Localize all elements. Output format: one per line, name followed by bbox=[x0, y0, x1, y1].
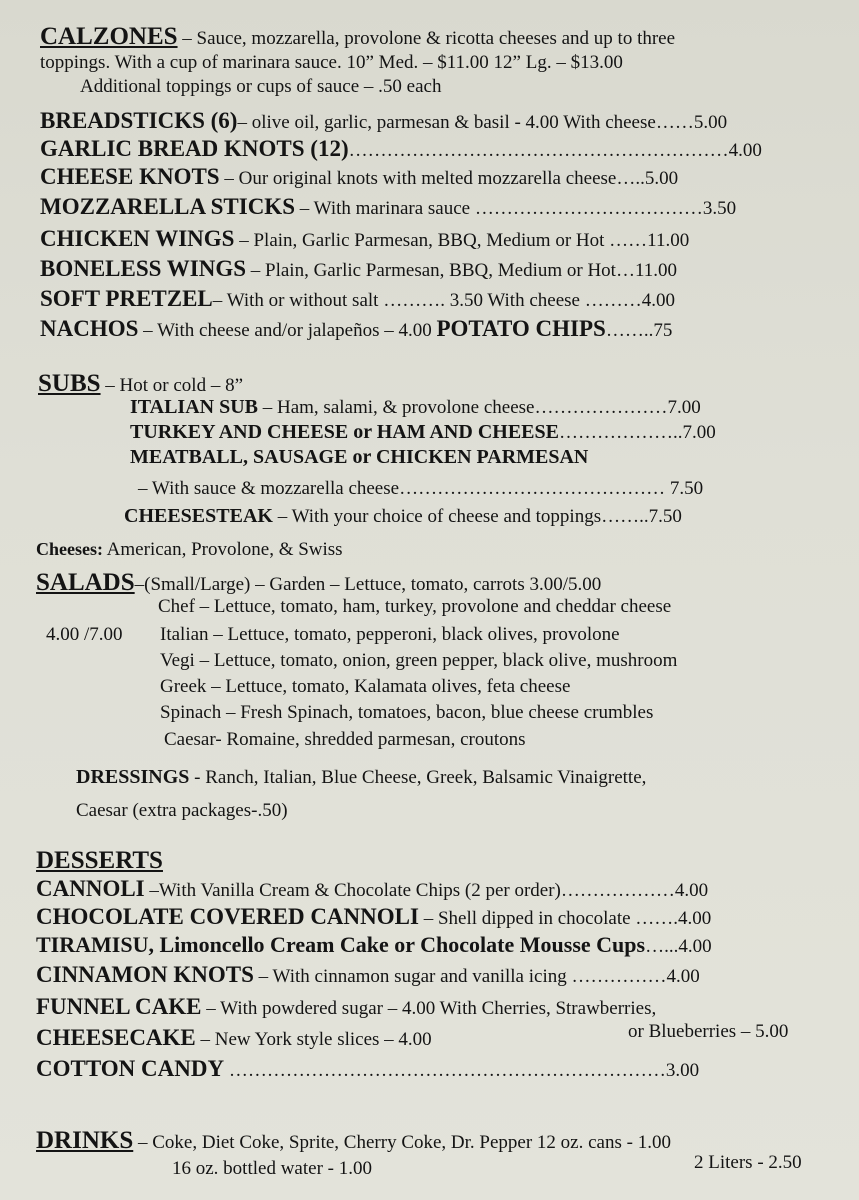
item-name: CHICKEN WINGS bbox=[40, 226, 235, 251]
calzones-line2: toppings. With a cup of marinara sauce. 10” Med. – $11.00 12” Lg. – $13.00 bbox=[40, 52, 623, 73]
drinks-water: 16 oz. bottled water - 1.00 bbox=[172, 1158, 372, 1179]
dessert-cannoli bbox=[36, 878, 708, 902]
item-desc: – Our original knots with melted mozzarella cheese…..5.00 bbox=[219, 168, 679, 189]
sub-meatball bbox=[130, 446, 588, 469]
item-name: CHEESECAKE bbox=[36, 1025, 196, 1050]
item-name: CANNOLI bbox=[36, 876, 145, 901]
item-name: FUNNEL CAKE bbox=[36, 994, 202, 1019]
salad-italian: Italian – Lettuce, tomato, pepperoni, black olives, provolone bbox=[160, 624, 620, 645]
dessert-cinnamon-knots bbox=[36, 964, 700, 988]
app-breadsticks bbox=[40, 110, 727, 134]
calzones-title: CALZONES bbox=[40, 23, 178, 50]
sub-meatball-desc bbox=[138, 478, 703, 500]
item-name: BONELESS WINGS bbox=[40, 256, 247, 281]
item-name: MOZZARELLA STICKS bbox=[40, 194, 295, 219]
desserts-line bbox=[36, 847, 163, 874]
item-desc: – With marinara sauce ………………………………3.50 bbox=[295, 198, 737, 219]
dressings-list: - Ranch, Italian, Blue Cheese, Greek, Balsamic Vinaigrette, bbox=[189, 767, 647, 788]
app-mozzarella-sticks bbox=[40, 196, 736, 220]
sub-cheesesteak bbox=[124, 505, 682, 528]
cheeses-list: American, Provolone, & Swiss bbox=[102, 539, 343, 560]
dessert-cotton-candy bbox=[36, 1058, 699, 1082]
salads-title: SALADS bbox=[36, 569, 135, 596]
app-garlic-knots bbox=[40, 138, 762, 162]
item-name: TIRAMISU, Limoncello Cream Cake or Chocolate Mousse Cups bbox=[36, 932, 646, 957]
potato-chips-price: ……..75 bbox=[605, 320, 673, 341]
salad-greek: Greek – Lettuce, tomato, Kalamata olives, feta cheese bbox=[160, 676, 571, 697]
item-desc: – Plain, Garlic Parmesan, BBQ, Medium or Hot ……11.00 bbox=[234, 230, 690, 251]
item-name: SOFT PRETZEL bbox=[40, 286, 213, 311]
desserts-title: DESSERTS bbox=[36, 847, 163, 874]
dessert-funnel-cake bbox=[36, 996, 656, 1020]
salad-caesar: Caesar- Romaine, shredded parmesan, croutons bbox=[164, 729, 526, 750]
subs-line bbox=[38, 370, 244, 397]
item-desc: – With cinnamon sugar and vanilla icing ……………4.00 bbox=[253, 966, 700, 987]
item-name: TURKEY AND CHEESE or HAM AND CHEESE bbox=[130, 421, 559, 443]
drinks-liters: 2 Liters - 2.50 bbox=[694, 1152, 802, 1173]
app-boneless-wings bbox=[40, 258, 677, 282]
app-nachos bbox=[40, 318, 672, 342]
app-cheese-knots bbox=[40, 166, 678, 190]
item-name: MEATBALL, SAUSAGE or CHICKEN PARMESAN bbox=[130, 446, 589, 468]
dressings-line bbox=[76, 766, 646, 789]
item-name: CHEESE KNOTS bbox=[40, 164, 220, 189]
item-desc: – New York style slices – 4.00 bbox=[195, 1029, 432, 1050]
calzones-desc: – Sauce, mozzarella, provolone & ricotta cheeses and up to three bbox=[177, 28, 676, 49]
item-name: CINNAMON KNOTS bbox=[36, 962, 254, 987]
item-desc: – With powdered sugar – 4.00 With Cherries, Strawberries, bbox=[201, 998, 657, 1019]
item-name: NACHOS bbox=[40, 316, 139, 341]
dessert-berries-price: or Blueberries – 5.00 bbox=[628, 1021, 789, 1042]
calzones-line bbox=[40, 23, 676, 50]
salads-price: 4.00 /7.00 bbox=[46, 624, 123, 645]
dessert-cheesecake bbox=[36, 1027, 432, 1051]
salad-spinach: Spinach – Fresh Spinach, tomatoes, bacon, blue cheese crumbles bbox=[160, 702, 654, 723]
item-desc: – With or without salt ………. 3.50 With cheese ………4.00 bbox=[212, 290, 675, 311]
drinks-line bbox=[36, 1127, 671, 1154]
item-desc: – With sauce & mozzarella cheese…………………………………… 7.50 bbox=[138, 478, 704, 499]
salad-vegi: Vegi – Lettuce, tomato, onion, green pepper, black olive, mushroom bbox=[160, 650, 678, 671]
app-chicken-wings bbox=[40, 228, 689, 252]
calzones-line3: Additional toppings or cups of sauce – .50 each bbox=[80, 76, 442, 97]
item-name: BREADSTICKS (6) bbox=[40, 108, 238, 133]
dessert-tiramisu bbox=[36, 934, 712, 958]
item-desc: ……………………………………………………4.00 bbox=[348, 140, 762, 161]
dessert-choc-cannoli bbox=[36, 906, 711, 930]
dressings-label: DRESSINGS bbox=[76, 766, 190, 788]
item-desc: – With your choice of cheese and toppings……..7.50 bbox=[272, 506, 682, 527]
item-desc: – olive oil, garlic, parmesan & basil - 4.00 With cheese……5.00 bbox=[237, 112, 728, 133]
subs-desc: – Hot or cold – 8” bbox=[100, 375, 244, 396]
item-desc: – Plain, Garlic Parmesan, BBQ, Medium or Hot…11.00 bbox=[246, 260, 678, 281]
salads-line bbox=[36, 569, 602, 596]
item-name: ITALIAN SUB bbox=[130, 396, 258, 418]
item-name: COTTON CANDY bbox=[36, 1056, 225, 1081]
item-desc: …...4.00 bbox=[645, 936, 712, 957]
cheeses-line bbox=[36, 538, 343, 561]
item-name: GARLIC BREAD KNOTS (12) bbox=[40, 136, 349, 161]
sub-italian bbox=[130, 396, 701, 419]
subs-title: SUBS bbox=[38, 370, 101, 397]
drinks-desc: – Coke, Diet Coke, Sprite, Cherry Coke, Dr. Pepper 12 oz. cans - 1.00 bbox=[133, 1132, 671, 1153]
item-desc: ………………..7.00 bbox=[558, 422, 716, 443]
salad-chef: Chef – Lettuce, tomato, ham, turkey, provolone and cheddar cheese bbox=[158, 596, 672, 617]
item-name: CHOCOLATE COVERED CANNOLI bbox=[36, 904, 419, 929]
app-soft-pretzel bbox=[40, 288, 675, 312]
cheeses-label: Cheeses: bbox=[36, 539, 103, 559]
potato-chips-name: POTATO CHIPS bbox=[436, 316, 606, 341]
sub-turkey-ham bbox=[130, 421, 716, 444]
salads-desc: –(Small/Large) – Garden – Lettuce, tomato, carrots 3.00/5.00 bbox=[134, 574, 602, 595]
item-desc: –With Vanilla Cream & Chocolate Chips (2 per order)………………4.00 bbox=[144, 880, 709, 901]
dressings-line2: Caesar (extra packages-.50) bbox=[76, 800, 288, 821]
item-desc: – Ham, salami, & provolone cheese…………………7.00 bbox=[258, 397, 701, 418]
item-desc: – Shell dipped in chocolate …….4.00 bbox=[418, 908, 712, 929]
item-desc: – With cheese and/or jalapeños – 4.00 bbox=[138, 320, 437, 341]
drinks-title: DRINKS bbox=[36, 1127, 134, 1154]
item-desc: ……………………………………………………………3.00 bbox=[224, 1060, 700, 1081]
item-name: CHEESESTEAK bbox=[124, 505, 273, 527]
